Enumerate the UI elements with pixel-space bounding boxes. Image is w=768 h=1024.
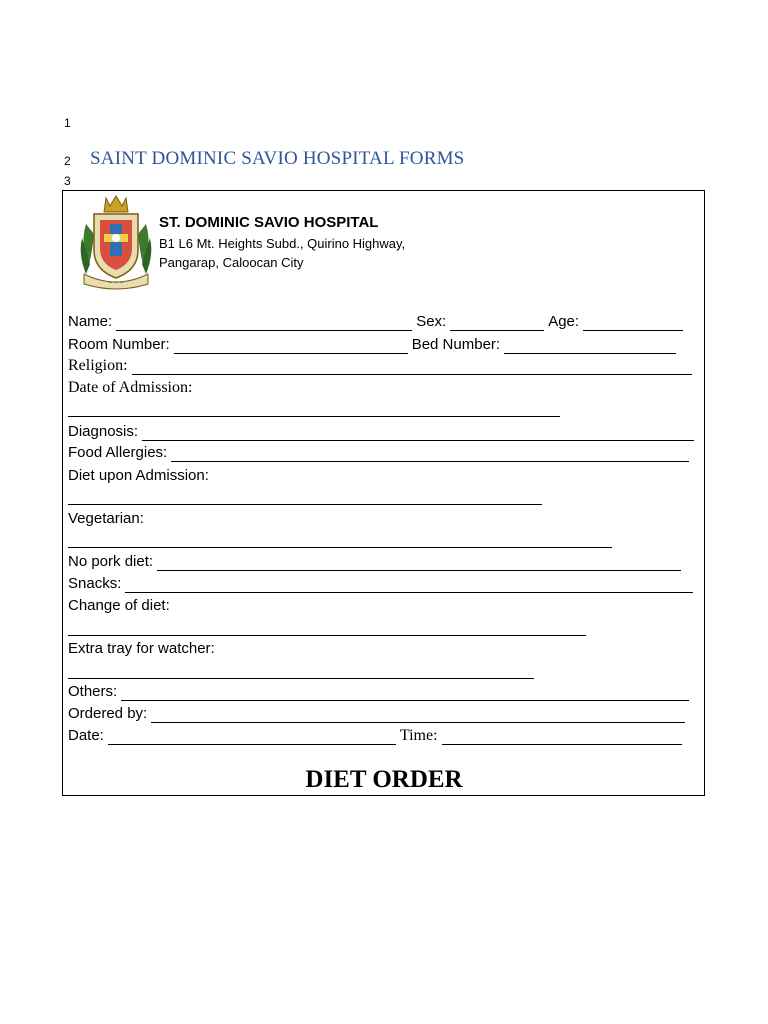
- diagnosis-label: Diagnosis:: [68, 423, 139, 440]
- bed-number-label: Bed Number:: [411, 336, 501, 353]
- document-title: SAINT DOMINIC SAVIO HOSPITAL FORMS: [90, 148, 465, 169]
- vegetarian-field[interactable]: [68, 547, 612, 548]
- food-allergies-row: [68, 444, 689, 462]
- room-number-label: Room Number:: [68, 336, 170, 353]
- room-bed-row: [68, 336, 676, 354]
- bed-number-field[interactable]: [504, 339, 676, 354]
- date-label: Date:: [68, 727, 104, 744]
- hospital-address-line2: Pangarap, Caloocan City: [159, 255, 304, 270]
- date-time-row: [68, 727, 682, 745]
- diet-upon-admission-row: [68, 467, 209, 485]
- name-label: Name:: [68, 313, 113, 330]
- extra-tray-label: Extra tray for watcher:: [68, 640, 215, 657]
- no-pork-diet-field[interactable]: [157, 556, 681, 571]
- ordered-by-row: [68, 705, 685, 723]
- ordered-by-field[interactable]: [151, 708, 685, 723]
- snacks-field[interactable]: [125, 578, 693, 593]
- vegetarian-row: [68, 510, 144, 528]
- religion-field[interactable]: [132, 360, 692, 375]
- line-number-1: 1: [64, 116, 71, 130]
- date-field[interactable]: [108, 730, 396, 745]
- diet-upon-admission-label: Diet upon Admission:: [68, 467, 209, 484]
- food-allergies-label: Food Allergies:: [68, 444, 168, 461]
- svg-text:~ ~ ~: ~ ~ ~: [108, 280, 124, 286]
- food-allergies-field[interactable]: [171, 447, 689, 462]
- extra-tray-field[interactable]: [68, 678, 534, 679]
- snacks-row: [68, 575, 693, 593]
- line-number-3: 3: [64, 174, 71, 188]
- hospital-crest-logo: [78, 194, 154, 292]
- date-of-admission-field[interactable]: [68, 416, 560, 417]
- diagnosis-row: [68, 423, 694, 441]
- others-label: Others:: [68, 683, 118, 700]
- hospital-address-line1: B1 L6 Mt. Heights Subd., Quirino Highway,: [159, 236, 406, 251]
- vegetarian-label: Vegetarian:: [68, 510, 144, 527]
- sex-field[interactable]: [450, 316, 544, 331]
- time-label: Time:: [399, 727, 438, 744]
- change-of-diet-field[interactable]: [68, 635, 586, 636]
- no-pork-diet-row: [68, 553, 681, 571]
- name-field[interactable]: [116, 316, 412, 331]
- others-row: [68, 683, 689, 701]
- others-field[interactable]: [121, 686, 689, 701]
- religion-row: [68, 357, 692, 375]
- time-field[interactable]: [442, 730, 682, 745]
- room-number-field[interactable]: [174, 339, 408, 354]
- change-of-diet-label: Change of diet:: [68, 597, 170, 614]
- hospital-name: ST. DOMINIC SAVIO HOSPITAL: [159, 214, 379, 231]
- age-label: Age:: [548, 313, 580, 330]
- date-of-admission-label: Date of Admission:: [68, 379, 193, 396]
- religion-label: Religion:: [68, 357, 128, 374]
- name-sex-age-row: [68, 313, 683, 331]
- diet-upon-admission-field[interactable]: [68, 504, 542, 505]
- form-title: DIET ORDER: [305, 766, 463, 793]
- age-field[interactable]: [583, 316, 683, 331]
- line-number-2: 2: [64, 154, 71, 168]
- extra-tray-row: [68, 640, 215, 658]
- sex-label: Sex:: [416, 313, 447, 330]
- no-pork-diet-label: No pork diet:: [68, 553, 154, 570]
- diagnosis-field[interactable]: [142, 426, 694, 441]
- ordered-by-label: Ordered by:: [68, 705, 148, 722]
- date-of-admission-row: [68, 379, 192, 397]
- change-of-diet-row: [68, 597, 170, 615]
- snacks-label: Snacks:: [68, 575, 122, 592]
